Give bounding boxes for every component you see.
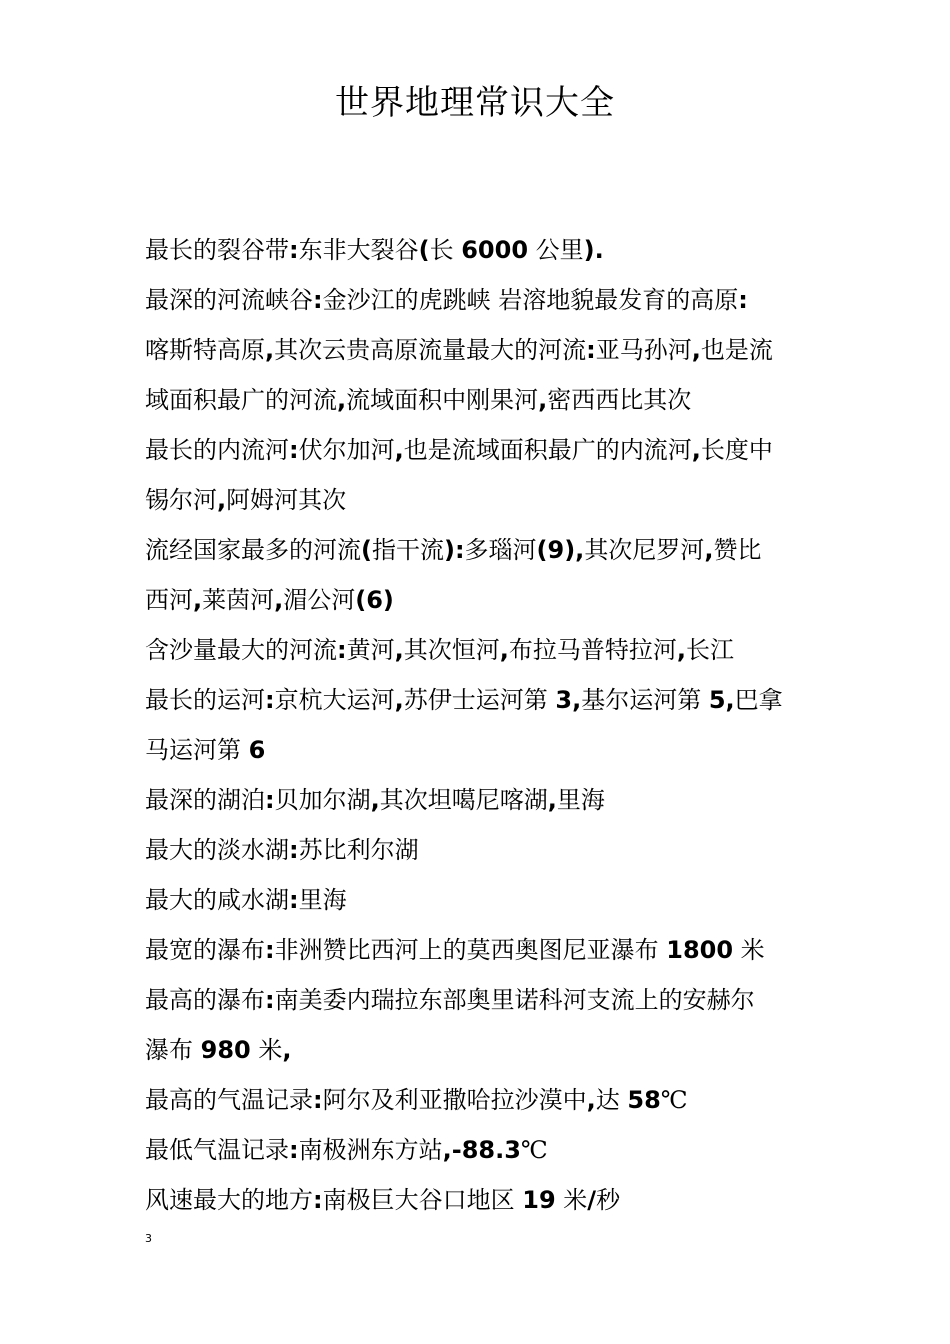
text-segment: ,: [394, 636, 404, 664]
text-segment: 黄河: [346, 636, 395, 664]
text-line: [145, 625, 815, 675]
text-segment: 6000: [461, 236, 529, 264]
text-segment: 最高的瀑布: [145, 986, 265, 1014]
text-segment: 最长的裂谷带: [145, 236, 289, 264]
text-segment: (: [361, 536, 372, 564]
text-line: [145, 875, 815, 925]
text-segment: 其次云贵高原流量最大的河流: [274, 336, 587, 364]
text-segment: ,: [676, 636, 686, 664]
text-segment: 密西西比其次: [547, 386, 692, 414]
text-segment: 最深的河流峡谷: [145, 286, 313, 314]
text-segment: 湄公河: [283, 586, 356, 614]
text-line: [145, 725, 815, 775]
text-segment: 5,: [708, 686, 735, 714]
text-segment: 指干流: [371, 536, 444, 564]
text-segment: ):: [443, 536, 465, 564]
text-segment: 达: [595, 1086, 628, 1114]
text-segment: (: [418, 236, 430, 264]
text-segment: :: [265, 786, 275, 814]
text-segment: ,: [691, 436, 701, 464]
text-segment: 秒: [596, 1186, 621, 1214]
text-segment: :: [289, 886, 299, 914]
text-segment: ,: [547, 786, 557, 814]
text-segment: ,: [265, 336, 275, 364]
text-segment: 非洲赞比西河上的莫西奥图尼亚瀑布: [274, 936, 667, 964]
text-segment: ℃: [660, 1086, 688, 1114]
text-segment: 其次恒河: [403, 636, 500, 664]
text-segment: 多瑙河: [464, 536, 537, 564]
text-segment: :: [265, 986, 275, 1014]
text-segment: :: [289, 436, 299, 464]
text-segment: :: [337, 636, 347, 664]
text-segment: 980: [200, 1036, 251, 1064]
text-segment: 莱茵河: [202, 586, 275, 614]
text-segment: 赞比: [713, 536, 762, 564]
text-segment: 最深的湖泊: [145, 786, 265, 814]
text-segment: 长: [429, 236, 462, 264]
text-segment: 锡尔河: [145, 486, 217, 514]
text-line: [145, 275, 815, 325]
text-segment: ,: [193, 586, 203, 614]
text-segment: 马运河第: [145, 736, 249, 764]
text-line: [145, 425, 815, 475]
text-segment: 阿尔及利亚撒哈拉沙漠中: [322, 1086, 587, 1114]
text-segment: 最宽的瀑布: [145, 936, 265, 964]
text-segment: ,: [499, 636, 509, 664]
text-segment: 其次坦噶尼喀湖: [379, 786, 548, 814]
text-segment: ,: [691, 336, 701, 364]
text-segment: :: [313, 1186, 323, 1214]
text-segment: ,: [586, 1086, 596, 1114]
text-segment: 3,: [555, 686, 582, 714]
text-segment: 含沙量最大的河流: [145, 636, 337, 664]
text-line: [145, 675, 815, 725]
text-segment: 阿姆河其次: [226, 486, 347, 514]
text-segment: 米: [250, 1036, 283, 1064]
text-segment: 喀斯特高原: [145, 336, 265, 364]
page-number: 3: [145, 1232, 152, 1245]
text-line: [145, 1025, 815, 1075]
text-line: [145, 475, 815, 525]
text-segment: 最大的淡水湖: [145, 836, 289, 864]
text-segment: :: [289, 236, 299, 264]
text-segment: 贝加尔湖: [274, 786, 371, 814]
text-segment: /: [587, 1186, 597, 1214]
text-segment: ,: [274, 586, 284, 614]
text-segment: ,: [394, 436, 404, 464]
text-line: [145, 375, 815, 425]
text-segment: 公里: [528, 236, 584, 264]
text-segment: ℃: [520, 1136, 548, 1164]
text-segment: 最高的气温记录: [145, 1086, 313, 1114]
text-segment: 其次尼罗河: [584, 536, 705, 564]
text-segment: 也是流域面积最广的内流河: [403, 436, 692, 464]
text-segment: :: [289, 1136, 299, 1164]
text-segment: 最低气温记录: [145, 1136, 289, 1164]
text-segment: ,-88.3: [442, 1136, 521, 1164]
text-segment: :: [265, 686, 275, 714]
text-segment: 长度中: [700, 436, 773, 464]
text-line: [145, 975, 815, 1025]
text-segment: 巴拿: [734, 686, 783, 714]
text-segment: 亚马孙河: [595, 336, 692, 364]
text-segment: 1800: [666, 936, 734, 964]
text-line: [145, 1075, 815, 1125]
text-segment: :: [265, 936, 275, 964]
text-segment: 长江: [685, 636, 734, 664]
text-segment: 西河: [145, 586, 193, 614]
text-line: [145, 575, 815, 625]
text-segment: :: [313, 286, 323, 314]
text-line: [145, 775, 815, 825]
text-segment: (6): [355, 586, 394, 614]
text-segment: 伏尔加河: [298, 436, 395, 464]
text-segment: 东非大裂谷: [298, 236, 419, 264]
text-segment: 19: [522, 1186, 556, 1214]
text-segment: 6: [248, 736, 266, 764]
text-segment: 南极洲东方站: [298, 1136, 443, 1164]
text-segment: ,: [217, 486, 227, 514]
text-segment: 风速最大的地方: [145, 1186, 313, 1214]
text-segment: :: [289, 836, 299, 864]
text-segment: 瀑布: [145, 1036, 201, 1064]
text-segment: 流经国家最多的河流: [145, 536, 361, 564]
text-segment: 最大的咸水湖: [145, 886, 289, 914]
text-segment: :: [738, 286, 748, 314]
text-segment: (9),: [536, 536, 585, 564]
text-line: [145, 925, 815, 975]
text-segment: 米: [733, 936, 765, 964]
text-segment: 苏伊士运河第: [403, 686, 556, 714]
page-title: 世界地理常识大全: [335, 83, 615, 123]
text-segment: 基尔运河第: [581, 686, 709, 714]
text-segment: 也是流: [700, 336, 773, 364]
text-segment: ,: [370, 786, 380, 814]
text-line: [145, 525, 815, 575]
text-segment: ,: [337, 386, 347, 414]
text-segment: 域面积最广的河流: [145, 386, 337, 414]
text-segment: ,: [282, 1036, 292, 1064]
text-segment: ,: [538, 386, 548, 414]
text-line: [145, 225, 815, 275]
text-segment: 南极巨大谷口地区: [322, 1186, 523, 1214]
text-segment: 里海: [556, 786, 605, 814]
text-segment: 最长的运河: [145, 686, 265, 714]
text-line: [145, 1175, 815, 1225]
text-segment: ,: [704, 536, 714, 564]
text-segment: :: [586, 336, 596, 364]
text-segment: 最长的内流河: [145, 436, 289, 464]
text-segment: 京杭大运河: [274, 686, 395, 714]
text-segment: ).: [583, 236, 604, 264]
text-line: [145, 825, 815, 875]
text-line: [145, 325, 815, 375]
text-segment: 苏比利尔湖: [298, 836, 419, 864]
text-segment: 流域面积中刚果河: [346, 386, 539, 414]
text-line: [145, 1125, 815, 1175]
text-segment: 金沙江的虎跳峡 岩溶地貌最发育的高原: [322, 286, 739, 314]
text-segment: 布拉马普特拉河: [508, 636, 677, 664]
text-segment: :: [313, 1086, 323, 1114]
text-segment: 南美委内瑞拉东部奥里诺科河支流上的安赫尔: [274, 986, 755, 1014]
text-segment: 米: [555, 1186, 588, 1214]
document-body: [145, 225, 815, 1225]
text-segment: 58: [627, 1086, 661, 1114]
text-segment: 里海: [298, 886, 347, 914]
text-segment: ,: [394, 686, 404, 714]
